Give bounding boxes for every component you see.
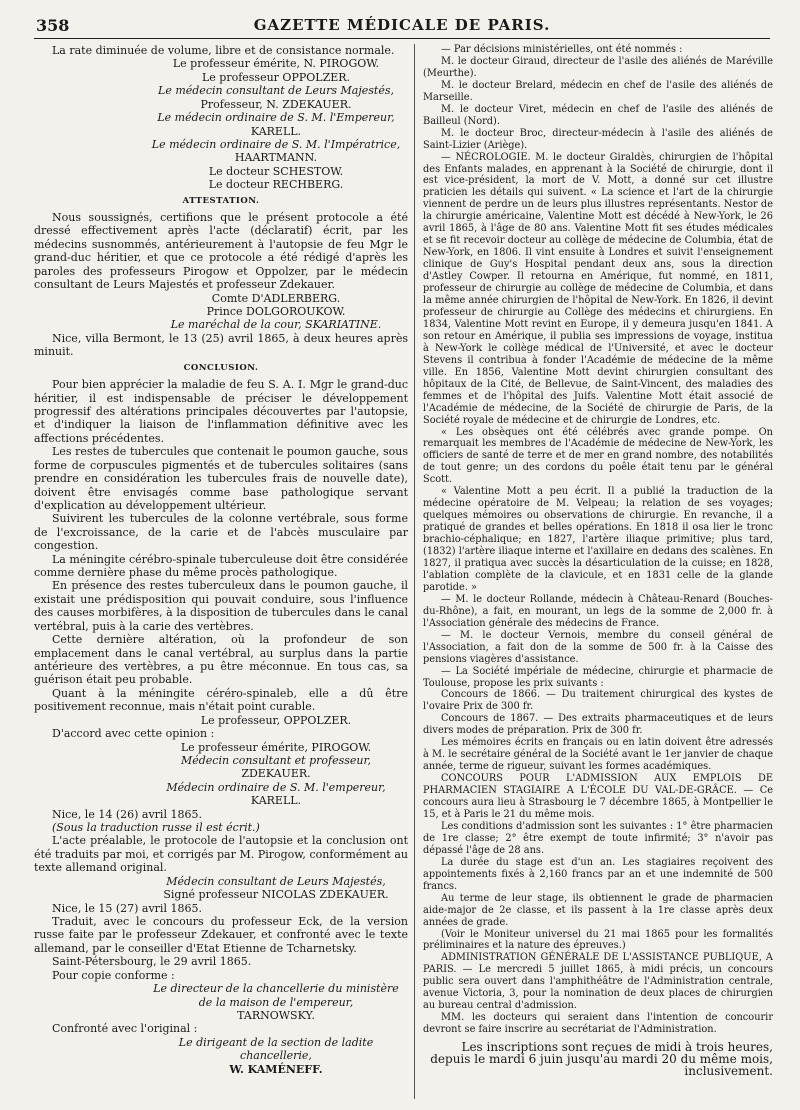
section-heading: CONCLUSION. [183,362,259,373]
signature: Le professeur émérite, N. PIROGOW. [172,57,380,71]
paragraph: — M. le docteur Rollande, médecin à Château-Renard (Bouches-du-Rhône), a fait, en mourant, un legs de la somme de 2,000 fr. à l'Association générale des médecins de France. [423,593,773,629]
paragraph: M. le docteur Viret, médecin en chef de l'asile des aliénés de Bailleul (Nord). [423,103,773,127]
page-header [34,16,770,39]
signature: Le médecin ordinaire de S. M. l'Impératrice, [151,137,401,151]
section-heading: ATTESTATION. [182,195,260,206]
signature: Le docteur SCHESTOW. [208,164,344,178]
page-number: 358 [36,16,70,35]
paragraph: Au terme de leur stage, ils obtiennent le grade de pharmacien aide-major de 2e classe, et ils passent à la 1re classe après deux années de grade. [423,892,773,928]
paragraph: Traduit, avec le concours du professeur Eck, de la version russe faite par le professeur Zdekauer, et confronté avec le texte allemand, par le conseiller d'Etat Etienne de Tcharnetsky. [34,915,408,955]
paragraph: Les restes de tubercules que contenait le poumon gauche, sous forme de corpuscules pigmentés et de tubercules solitaires (sans prendre en considération les tubercules frais de nouvelle date), doivent être envisagés comme base pathologique servant d'explication au développement ultérieur. [34,445,408,512]
paragraph: M. le docteur Broc, directeur-médecin à l'asile des aliénés de Saint-Lizier (Ariège). [423,127,773,151]
signature: Professeur, N. ZDEKAUER. [200,97,352,111]
paragraph: Quant à la méningite céréro-spinaleb, elle a dû être positivement reconnue, mais n'était point curable. [34,686,408,714]
signature: Le docteur RECHBERG. [208,178,344,192]
paragraph: CONCOURS POUR L'ADMISSION AUX EMPLOIS DE PHARMACIEN STAGIAIRE A L'ÉCOLE DU VAL-DE-GRÂCE. — Ce concours aura lieu à Strasbourg le 7 décembre 1865, à Montpellier le 15, et à Paris le 21 du même mois. [423,773,773,820]
right-column [423,44,773,1078]
paragraph: Suivirent les tubercules de la colonne vertébrale, sous forme de l'excroissance, de la carie et de l'abcès musculaire par congestion. [34,512,408,553]
paragraph: Les mémoires écrits en français ou en latin doivent être adressés à M. le secrétaire général de la Société avant le 1er janvier de chaque année, terme de rigueur, suivant les formes académiques. [423,737,773,773]
paragraph: La rate diminuée de volume, libre et de consistance normale. [52,44,395,57]
paragraph: Les conditions d'admission sont les suivantes : 1° être pharmacien de 1re classe; 2° être exempt de toute infirmité; 3° n'avoir pas dépassé l'âge de 28 ans. [423,820,773,856]
signature: Médecin ordinaire de S. M. l'empereur, [166,780,386,794]
paragraph: (Voir le Moniteur universel du 21 mai 1865 pour les formalités préliminaires et la nature des épreuves.) [423,928,773,952]
paragraph: Pour copie conforme : [52,968,175,982]
paragraph: Nous soussignés, certifions que le présent protocole a été dressé effectivement après l'acte (déclaratif) écrit, par les médecins susnommés, antérieurement à l'autopsie de feu Mgr le grand-duc héritier, et que ce protocole a été rédigé d'après les paroles des professeurs Pirogow et Oppolzer, par le médecin consultant de Leurs Majestés et professeur Zdekauer. [34,211,408,292]
paragraph: ADMINISTRATION GÉNÉRALE DE L'ASSISTANCE PUBLIQUE, A PARIS. — Le mercredi 5 juillet 1865, à midi précis, un concours public sera ouvert dans l'amphithéâtre de l'Administration centrale, avenue Victoria, 3, pour la nomination de deux places de chirurgien au bureau central d'admission. [423,952,773,1012]
signature: Le professeur émérite, PIROGOW. [180,740,372,754]
signature: Le professeur OPPOLZER. [201,70,351,84]
left-column [34,44,408,1076]
signature: HAARTMANN. [234,151,318,165]
paragraph: Nice, villa Bermont, le 13 (25) avril 1865, à deux heures après minuit. [34,331,408,359]
signature: Le maréchal de la cour, SKARIATINE. [170,318,382,332]
paragraph: Concours de 1866. — Du traitement chirurgical des kystes de l'ovaire Prix de 300 fr. [423,689,773,713]
paragraph: Nice, le 15 (27) avril 1865. [52,901,202,915]
signature: TARNOWSKY. [237,1008,315,1022]
paragraph: M. le docteur Brelard, médecin en chef de l'asile des aliénés de Marseille. [423,79,773,103]
signature: Signé professeur NICOLAS ZDEKAUER. [163,888,389,902]
paragraph: « Les obsèques ont été célébrés avec grande pompe. On remarquait les membres de l'Académie de médecine de New-York, les officiers de santé de terre et de mer en grand nombre, des notabilités de tout genre; un des cordons du poêle était tenu par le général Scott. [423,426,773,486]
paragraph: — M. le docteur Vernois, membre du conseil général de l'Association, a fait don de la somme de 500 fr. à la Caisse des pensions viagères d'assistance. [423,629,773,665]
signature: KARELL. [250,124,302,138]
paragraph: D'accord avec cette opinion : [52,727,215,741]
signature: Le professeur, OPPOLZER. [200,713,352,727]
paragraph: Concours de 1867. — Des extraits pharmaceutiques et de leurs divers modes de préparation. Prix de 300 fr. [423,713,773,737]
paragraph: — Par décisions ministérielles, ont été nommés : [441,44,683,55]
paragraph: Pour bien apprécier la maladie de feu S. A. I. Mgr le grand-duc héritier, il est indispensable de préciser le développement progressif des altérations principales découvertes par l'autopsie, et d'indiquer la liaison de l'inflammation définitive avec les affections précédentes. [34,378,408,445]
signature: de la maison de l'empereur, [198,995,354,1009]
paragraph: M. le docteur Giraud, directeur de l'asile des aliénés de Maréville (Meurthe). [423,55,773,79]
signature: Médecin consultant et professeur, [180,753,372,767]
paragraph: En présence des restes tuberculeux dans le poumon gauche, il existait une prédisposition qui pouvait conduire, sous l'influence des causes morbifères, à la disposition de tubercules dans le canal vertébral, puis à la carie des vertèbres. [34,579,408,633]
paragraph: La durée du stage est d'un an. Les stagiaires reçoivent des appointements fixés à 2,160 francs par an et une indemnité de 500 francs. [423,856,773,892]
paragraph: « Valentine Mott a peu écrit. Il a publié la traduction de la médecine opératoire de M. Velpeau; la relation de ses voyages; quelques mémoires ou observations de chirurgie. En revanche, il a pratiqué de grandes et belles opérations. En 1818 il osa lier le tronc brachio-céphalique; en 1827, l'artère iliaque primitive; plus tard, (1832) l'artère iliaque interne et l'axillaire en dedans des scalènes. En 1827, il pratiqua avec succès la désarticulation de la cuisse; en 1828, l'ablation complète de la clavicule, et en 1831 celle de la glande parotide. » [423,486,773,593]
signature: KARELL. [250,794,302,808]
signature: Le médecin consultant de Leurs Majestés, [158,84,394,98]
signature: W. KAMÉNEFF. [229,1062,323,1076]
paragraph: Saint-Pétersbourg, le 29 avril 1865. [52,955,252,969]
signature: ZDEKAUER. [241,767,311,781]
paragraph: Confronté avec l'original : [52,1022,198,1036]
paragraph: L'acte préalable, le protocole de l'autopsie et la conclusion ont été traduits par moi, et corrigés par M. Pirogow, conformément au texte allemand original. [34,834,408,875]
paragraph: Cette dernière altération, où la profondeur de son emplacement dans le canal vertébral, au surplus dans la partie antérieure des vertèbres, a pu être méconnue. En tous cas, sa guérison était peu probable. [34,633,408,687]
signature: Le directeur de la chancellerie du ministère [153,982,399,996]
paragraph: — La Société impériale de médecine, chirurgie et pharmacie de Toulouse, propose les prix suivants : [423,665,773,689]
signature: Médecin consultant de Leurs Majestés, [166,874,386,888]
editor-signature: Les inscriptions sont reçues de midi à trois heures, depuis le mardi 6 juin jusqu'au mardi 20 du même mois, inclusivement. [430,1040,773,1079]
journal-title: GAZETTE MÉDICALE DE PARIS. [253,16,551,34]
paragraph: — NÉCROLOGIE. M. le docteur Giraldès, chirurgien de l'hôpital des Enfants malades, en apprenant à la Société de chirurgie, dont il est vice-président, la mort de V. Mott, a donné sur cet illustre praticien les détails qui suivent. « La science et l'art de la chirurgie viennent de perdre un de leurs plus illustres représentants. Nestor de la chirurgie américaine, Valentine Mott est décédé à New-York, le 26 avril 1865, à l'âge de 80 ans. Valentine Mott fit ses études médicales et se fit recevoir docteur au collège de médecine de Columbia, état de New-York, en 1806. Il vint ensuite à Londres et suivit l'enseignement clinique de Guy's Hospital pendant deux ans, sous la direction d'Astley Cowper. Il retourna en Amérique, fut nommé, en 1811, professeur de chirurgie au collège de médecine de Columbia, et dans la même année chirurgien de l'hôpital de New-York. En 1826, il devint professeur de chirurgie au Collège des médecins et chirurgiens. En 1834, Valentine Mott revint en Europe, il y demeura jusqu'en 1841. A son retour en Amérique, il publia ses impressions de voyage, institua à New-York le collège médical de l'Université, et avec le docteur Stevens il contribua à fonder l'Académie de médecine de la même ville. En 1856, Valentine Mott devint chirurgien consultant des hôpitaux de la Cité, de Bellevue, de Saint-Vincent, des maladies des femmes et de l'hôpital des Juifs. Valentine Mott était associé de l'Académie de médecine, de la Société de chirurgie de Paris, de la Société royale de médecine et de chirurgie de Londres, etc. [423,151,773,426]
signature: Le dirigeant de la section de ladite chancellerie, [178,1035,374,1063]
paragraph: (Sous la traduction russe il est écrit.) [52,821,260,835]
paragraph: Nice, le 14 (26) avril 1865. [52,807,202,821]
column-divider [414,44,415,1099]
paragraph: La méningite cérébro-spinale tuberculeuse doit être considérée comme dernière phase du même procès pathologique. [34,552,408,580]
signature: Comte D'ADLERBERG. [211,291,341,305]
paragraph: MM. les docteurs qui seraient dans l'intention de concourir devront se faire inscrire au secrétariat de l'Administration. [423,1012,773,1036]
signature: Le médecin ordinaire de S. M. l'Empereur, [157,111,395,125]
signature: Prince DOLGOROUKOW. [206,305,346,319]
